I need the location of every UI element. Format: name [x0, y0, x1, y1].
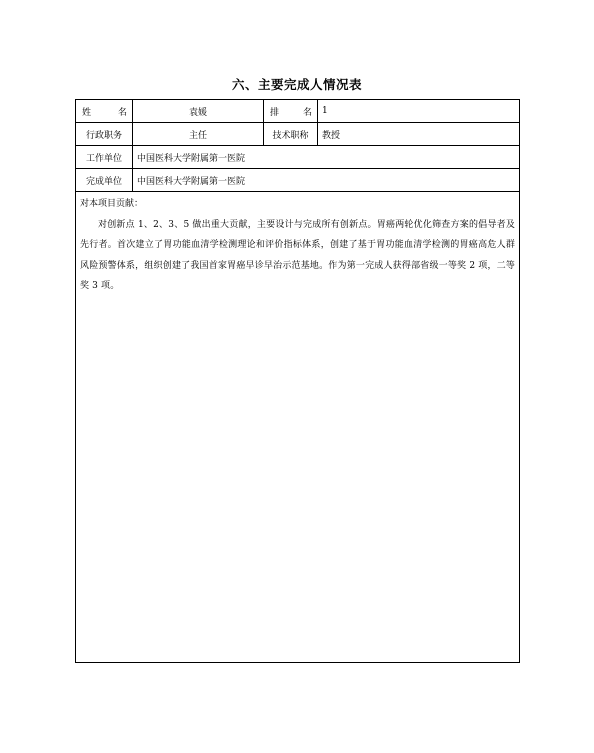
tech-title-value: 教授 — [317, 123, 519, 145]
personnel-form-table — [75, 99, 520, 663]
name-label — [76, 100, 132, 122]
completion-unit-row — [76, 169, 519, 192]
name-rank-row — [76, 100, 519, 123]
admin-post-value: 主任 — [132, 123, 263, 145]
name-value: 袁媛 — [132, 100, 263, 122]
name-label-char-1: 姓 — [82, 107, 92, 118]
rank-label — [263, 100, 317, 122]
post-title-row — [76, 123, 519, 146]
rank-label-char-2: 名 — [302, 107, 312, 118]
contribution-heading: 对本项目贡献： — [80, 199, 144, 209]
rank-label-char-1: 排 — [270, 107, 280, 118]
completion-unit-label: 完成单位 — [85, 176, 122, 187]
page-title: 六、主要完成人情况表 — [231, 77, 362, 92]
name-label-char-2: 名 — [117, 107, 127, 118]
contribution-section — [76, 192, 519, 299]
rank-value: 1 — [317, 100, 519, 122]
contribution-text: 对创新点 1、2、3、5 做出重大贡献，主要设计与完成所有创新点。胃癌两轮优化筛查方案的倡导者及先行者。首次建立了胃功能血清学检测理论和评价指标体系，创建了基于胃功能血清学检测的胃癌高危人群风险预警体系，组织创建了我国首家胃癌早诊早治示范基地。作为第一完成人获得部省级一等奖 2 项，二等奖 3 项。 — [80, 219, 515, 291]
tech-title-label: 技术职称 — [263, 123, 317, 145]
work-unit-value: 中国医科大学附属第一医院 — [132, 146, 519, 168]
admin-post-label: 行政职务 — [85, 130, 122, 141]
completion-unit-value: 中国医科大学附属第一医院 — [132, 169, 519, 191]
work-unit-label: 工作单位 — [85, 153, 122, 164]
work-unit-row — [76, 146, 519, 169]
